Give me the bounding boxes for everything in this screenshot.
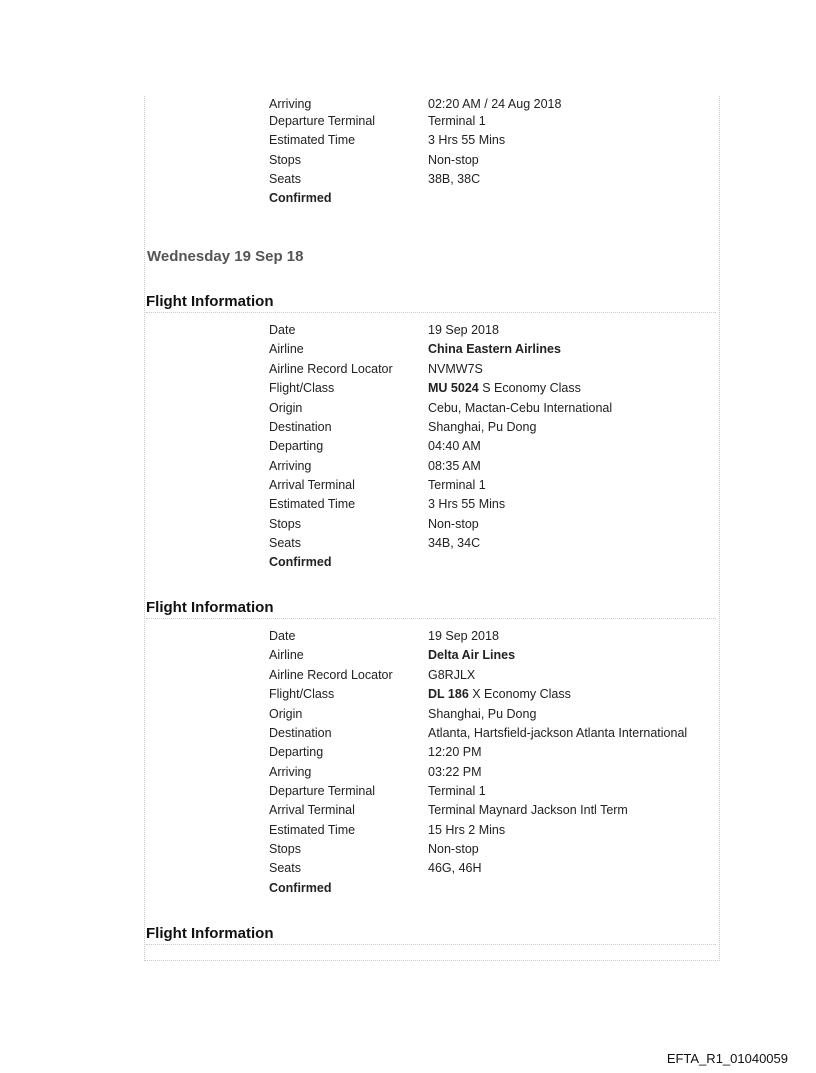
segment0-status: Confirmed: [269, 191, 332, 205]
flight1-heading: Flight Information: [146, 293, 716, 313]
day-heading: Wednesday 19 Sep 18: [147, 248, 304, 265]
flight2-status: Confirmed: [269, 881, 332, 895]
document-id-footer: EFTA_R1_01040059: [666, 1051, 788, 1066]
flight1-status: Confirmed: [269, 555, 332, 569]
flight3-heading: Flight Information: [146, 925, 716, 945]
flight2-heading: Flight Information: [146, 599, 716, 619]
